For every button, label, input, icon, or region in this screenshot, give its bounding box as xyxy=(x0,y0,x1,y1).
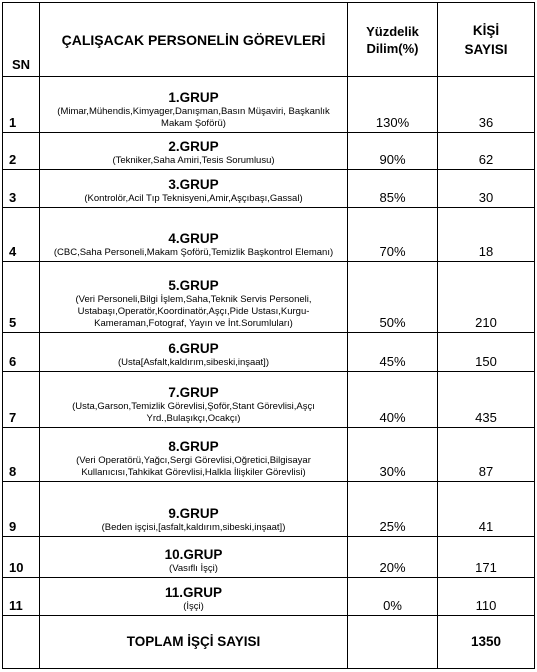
row-sn: 7 xyxy=(3,371,40,427)
total-label: TOPLAM İŞÇİ SAYISI xyxy=(40,615,348,668)
header-sn: SN xyxy=(3,3,40,77)
table-row xyxy=(3,536,535,577)
header-task: ÇALIŞACAK PERSONELİN GÖREVLERİ xyxy=(40,3,348,77)
row-percentage: 30% xyxy=(348,427,438,481)
row-task xyxy=(40,77,348,133)
row-task xyxy=(40,427,348,481)
row-count: 30 xyxy=(438,170,535,208)
header-percentage-line1: Yüzdelik xyxy=(366,23,419,39)
group-description: (Vasıflı İşçi) xyxy=(169,562,218,574)
group-name: 3.GRUP xyxy=(168,177,219,193)
row-percentage: 50% xyxy=(348,262,438,333)
table-row xyxy=(3,262,535,333)
row-count: 87 xyxy=(438,427,535,481)
row-count: 18 xyxy=(438,208,535,262)
group-description: (Beden işçisi,[asfalt,kaldırım,sibeski,inşaat]) xyxy=(101,521,286,533)
row-count: 36 xyxy=(438,77,535,133)
row-sn: 1 xyxy=(3,77,40,133)
table-row xyxy=(3,481,535,536)
table-row xyxy=(3,371,535,427)
row-percentage: 85% xyxy=(348,170,438,208)
group-name: 2.GRUP xyxy=(168,139,219,155)
table-row xyxy=(3,577,535,615)
row-task xyxy=(40,208,348,262)
row-count: 150 xyxy=(438,333,535,371)
header-percentage xyxy=(348,3,438,77)
group-description: (Veri Personeli,Bilgi İşlem,Saha,Teknik Servis Personeli, Ustabaşı,Operatör,Koordinatör,Aşçı,Pide Ustası,Kurgu-Kameraman,Fotograf, Yayın ve İnt.Sorumluları) xyxy=(75,294,312,330)
row-count: 110 xyxy=(438,577,535,615)
group-name: 4.GRUP xyxy=(168,231,219,247)
total-row xyxy=(3,615,535,668)
row-percentage: 90% xyxy=(348,133,438,170)
row-task xyxy=(40,536,348,577)
row-sn: 6 xyxy=(3,333,40,371)
group-name: 5.GRUP xyxy=(168,278,219,294)
table-row xyxy=(3,208,535,262)
row-count: 171 xyxy=(438,536,535,577)
row-task xyxy=(40,577,348,615)
group-name: 1.GRUP xyxy=(168,90,219,106)
row-task xyxy=(40,262,348,333)
row-task xyxy=(40,133,348,170)
table-row xyxy=(3,170,535,208)
group-description: (CBC,Saha Personeli,Makam Şoförü,Temizlik Başkontrol Elemanı) xyxy=(53,247,334,259)
group-description: (Kontrolör,Acil Tıp Teknisyeni,Amir,Aşçıbaşı,Gassal) xyxy=(84,193,303,205)
table-row xyxy=(3,77,535,133)
total-value: 1350 xyxy=(438,615,535,668)
table-row xyxy=(3,133,535,170)
group-description: (Usta[Asfalt,kaldırım,sibeski,inşaat]) xyxy=(118,356,269,368)
row-percentage: 40% xyxy=(348,371,438,427)
group-description: (Veri Operatörü,Yağcı,Sergi Görevlisi,Oğretici,Bilgisayar Kullanıcısı,Tahkikat Görevlisi,Halkla İlişkiler Görevlisi) xyxy=(76,454,311,478)
row-sn: 9 xyxy=(3,481,40,536)
row-percentage: 25% xyxy=(348,481,438,536)
group-description: (Usta,Garson,Temizlik Görevlisi,Şoför,Stant Görevlisi,Aşçı Yrd.,Bulaşıkçı,Ocakçı) xyxy=(72,400,315,424)
header-count-line2: SAYISI xyxy=(464,41,508,57)
row-sn: 11 xyxy=(3,577,40,615)
table-row xyxy=(3,427,535,481)
row-sn: 2 xyxy=(3,133,40,170)
row-task xyxy=(40,371,348,427)
row-count: 41 xyxy=(438,481,535,536)
row-sn: 8 xyxy=(3,427,40,481)
row-sn: 5 xyxy=(3,262,40,333)
header-count xyxy=(438,3,535,77)
row-count: 210 xyxy=(438,262,535,333)
row-task xyxy=(40,170,348,208)
header-percentage-line2: Dilim(%) xyxy=(366,40,419,56)
row-task xyxy=(40,333,348,371)
row-task xyxy=(40,481,348,536)
group-name: 11.GRUP xyxy=(164,584,223,600)
group-name: 9.GRUP xyxy=(168,505,219,521)
group-description: (Mimar,Mühendis,Kimyager,Danışman,Basın Müşaviri, Başkanlık Makam Şoförü) xyxy=(57,106,330,130)
group-name: 8.GRUP xyxy=(168,438,219,454)
header-count-line1: KİŞİ xyxy=(472,22,500,38)
header-row xyxy=(3,3,535,77)
group-description: (İşçi) xyxy=(183,600,204,612)
row-percentage: 0% xyxy=(348,577,438,615)
row-percentage: 70% xyxy=(348,208,438,262)
group-name: 10.GRUP xyxy=(164,546,223,562)
group-name: 6.GRUP xyxy=(168,340,219,356)
row-percentage: 45% xyxy=(348,333,438,371)
row-percentage: 20% xyxy=(348,536,438,577)
personnel-table xyxy=(2,2,535,669)
row-count: 62 xyxy=(438,133,535,170)
row-sn: 4 xyxy=(3,208,40,262)
row-count: 435 xyxy=(438,371,535,427)
group-description: (Tekniker,Saha Amiri,Tesis Sorumlusu) xyxy=(112,155,275,167)
row-sn: 3 xyxy=(3,170,40,208)
row-percentage: 130% xyxy=(348,77,438,133)
group-name: 7.GRUP xyxy=(168,384,219,400)
table-row xyxy=(3,333,535,371)
row-sn: 10 xyxy=(3,536,40,577)
